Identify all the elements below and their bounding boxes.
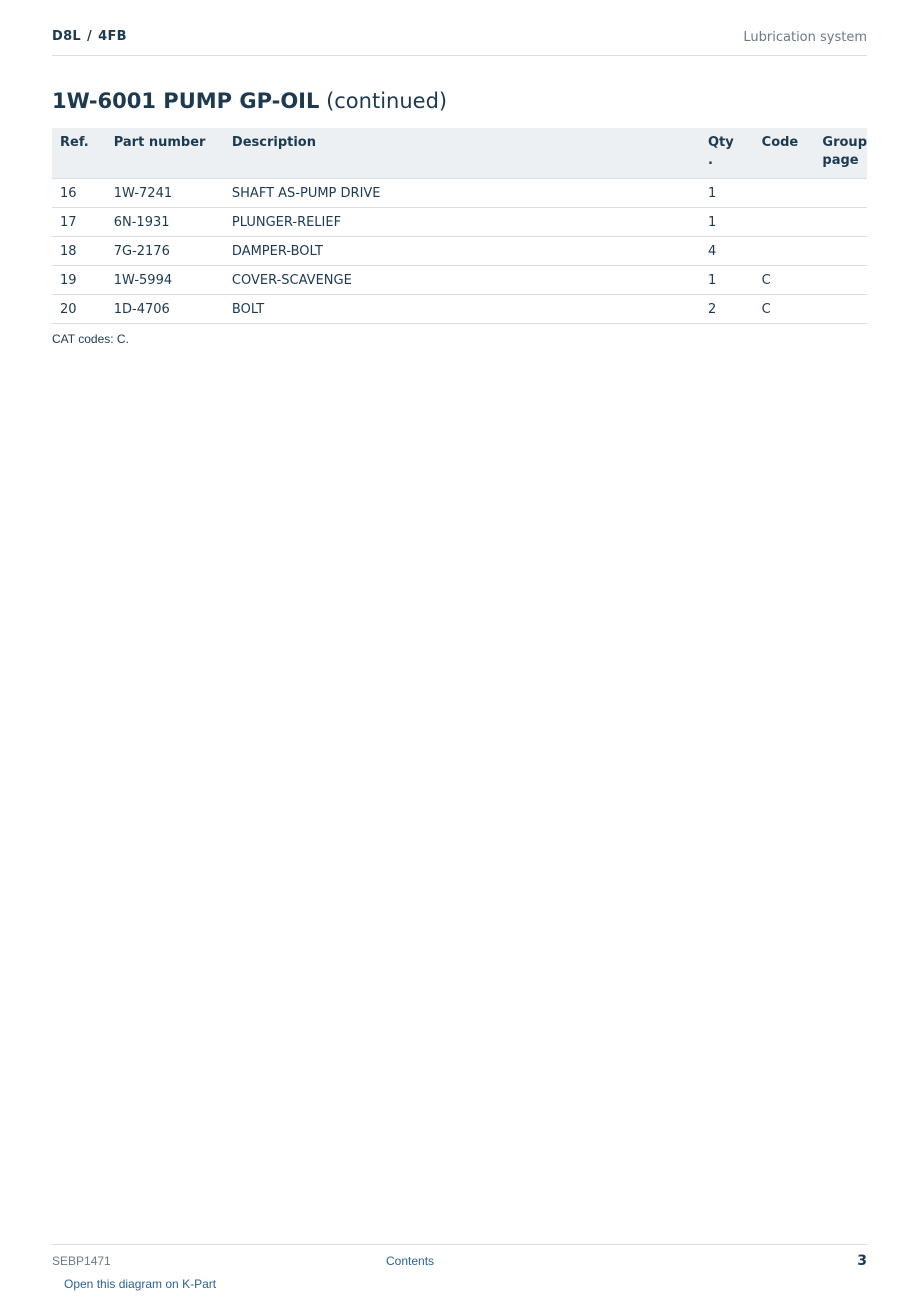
cell-part-number: 1W-7241: [106, 179, 224, 208]
breadcrumb: [52, 29, 127, 44]
cell-group-page: [814, 295, 867, 324]
table-row: [52, 295, 867, 324]
cell-ref: 17: [52, 208, 106, 237]
cell-group-page: [814, 237, 867, 266]
breadcrumb-separator: /: [87, 29, 93, 44]
header-code: Code: [754, 128, 815, 179]
page-title: [52, 89, 447, 113]
document-code: SEBP1471: [52, 1254, 111, 1268]
cell-description: COVER-SCAVENGE: [224, 266, 700, 295]
cell-part-number: 1W-5994: [106, 266, 224, 295]
cell-code: [754, 237, 815, 266]
table-row: [52, 179, 867, 208]
cell-qty: 1: [700, 208, 754, 237]
page-footer: [52, 1244, 867, 1295]
header-description: Description: [224, 128, 700, 179]
table-row: [52, 208, 867, 237]
header-part-number: Part number: [106, 128, 224, 179]
cell-qty: 2: [700, 295, 754, 324]
assembly-title: 1W-6001 PUMP GP-OIL: [52, 89, 320, 113]
cell-part-number: 1D-4706: [106, 295, 224, 324]
header-group-page: Group page: [814, 128, 867, 179]
cell-ref: 20: [52, 295, 106, 324]
serial-prefix-label: 4FB: [98, 29, 127, 44]
model-label: D8L: [52, 29, 82, 44]
cat-codes-note: CAT codes: C.: [52, 332, 129, 346]
cell-group-page: [814, 208, 867, 237]
cell-description: BOLT: [224, 295, 700, 324]
cell-code: C: [754, 266, 815, 295]
table-row: [52, 266, 867, 295]
header-ref: Ref.: [52, 128, 106, 179]
cell-qty: 4: [700, 237, 754, 266]
cell-ref: 16: [52, 179, 106, 208]
cell-qty: 1: [700, 179, 754, 208]
cell-code: [754, 208, 815, 237]
cell-part-number: 6N-1931: [106, 208, 224, 237]
page-header: [52, 28, 867, 56]
parts-table: [52, 128, 867, 324]
cell-description: DAMPER-BOLT: [224, 237, 700, 266]
cell-ref: 18: [52, 237, 106, 266]
page-number: 3: [857, 1253, 867, 1269]
cell-qty: 1: [700, 266, 754, 295]
continued-label: (continued): [326, 89, 448, 113]
cell-description: SHAFT AS-PUMP DRIVE: [224, 179, 700, 208]
cell-code: [754, 179, 815, 208]
cell-ref: 19: [52, 266, 106, 295]
cell-part-number: 7G-2176: [106, 237, 224, 266]
table-header-row: [52, 128, 867, 179]
contents-link[interactable]: Contents: [386, 1254, 435, 1268]
cell-description: PLUNGER-RELIEF: [224, 208, 700, 237]
section-title: Lubrication system: [743, 30, 867, 45]
table-row: [52, 237, 867, 266]
header-qty: Qty .: [700, 128, 754, 179]
cell-group-page: [814, 266, 867, 295]
cell-group-page: [814, 179, 867, 208]
cell-code: C: [754, 295, 815, 324]
open-diagram-link[interactable]: Open this diagram on K-Part: [64, 1277, 217, 1291]
